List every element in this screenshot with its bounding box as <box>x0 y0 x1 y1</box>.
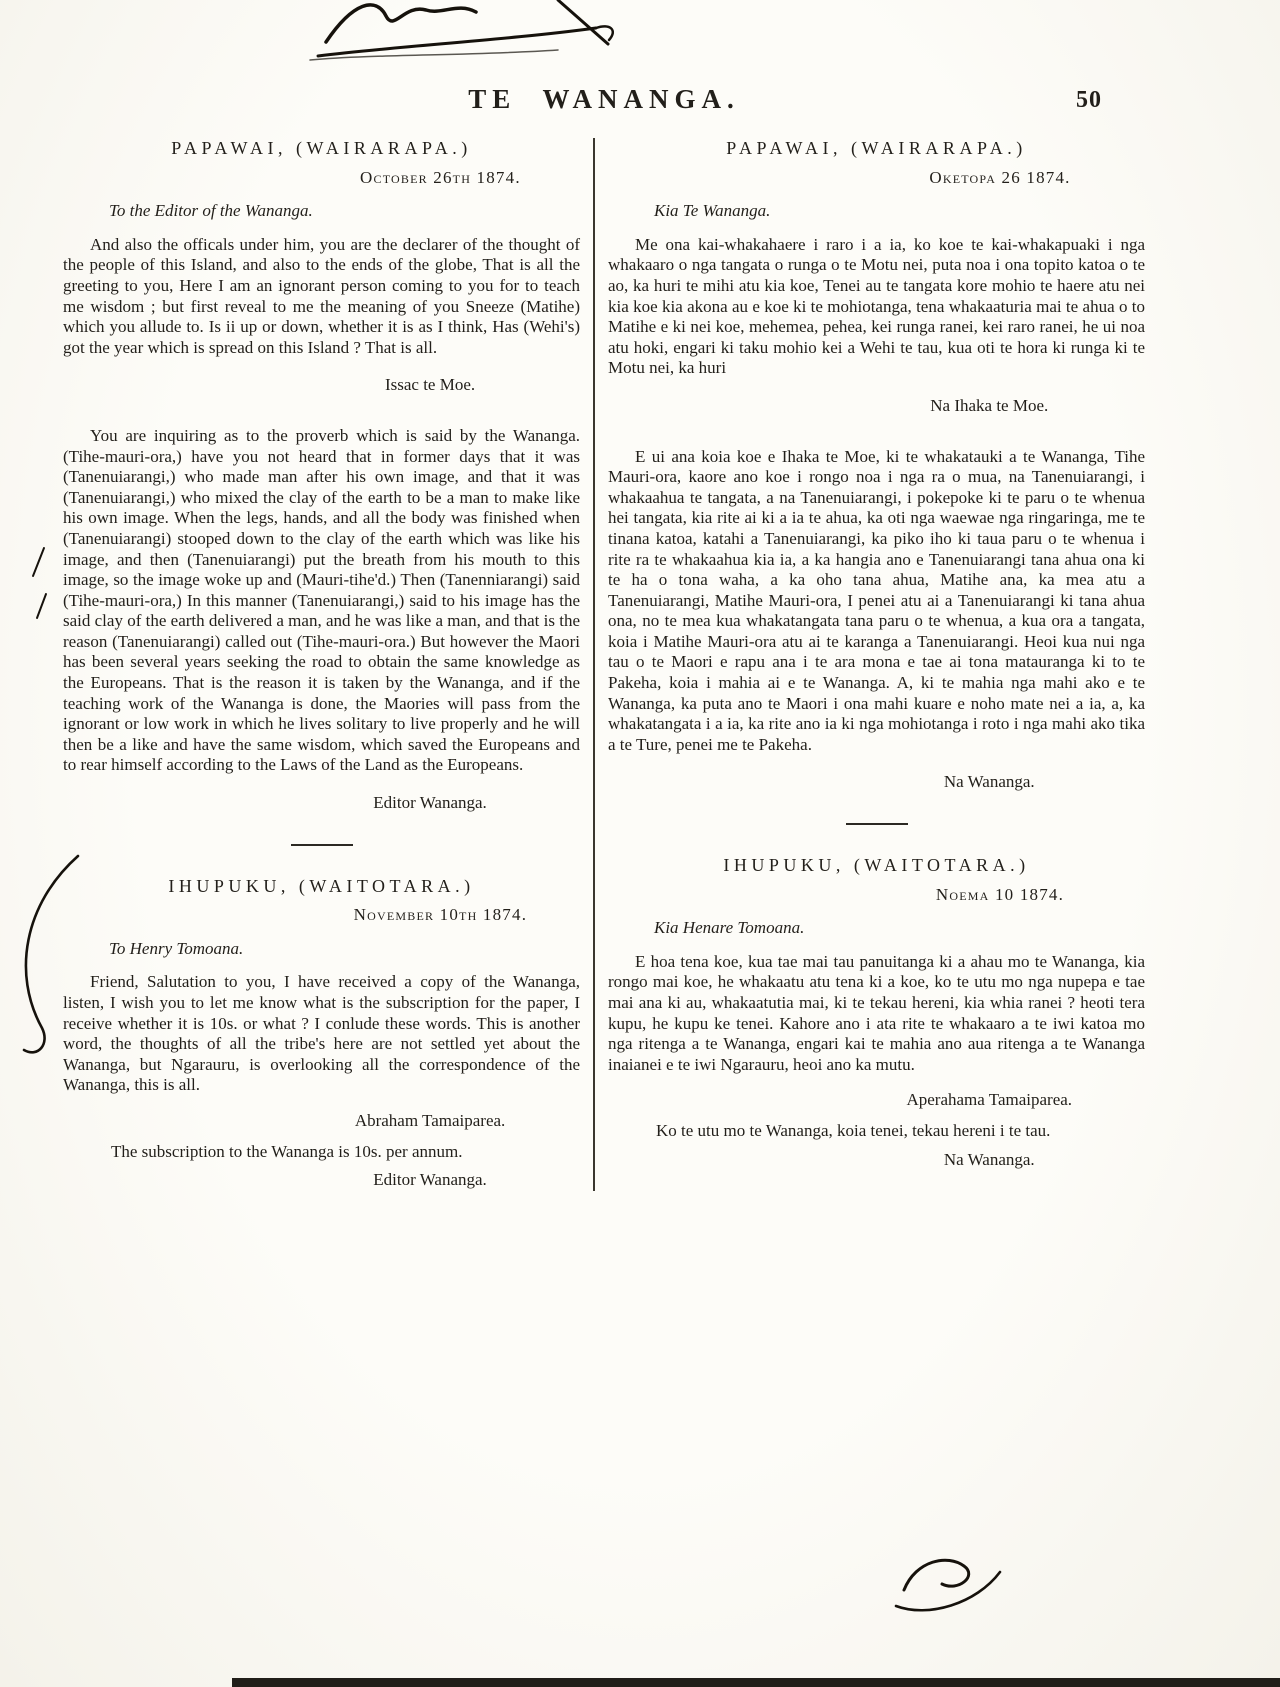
letter-signature: Editor Wananga. <box>373 793 487 813</box>
letter-signature: Na Wananga. <box>943 772 1035 792</box>
letter-salutation: Kia Henare Tomoana. <box>654 918 805 938</box>
letter-heading: IHUPUKU, (WAITOTARA.) <box>723 855 1030 876</box>
handwritten-ink-bottom <box>888 1546 1008 1622</box>
margin-ink-ticks <box>28 542 58 632</box>
letter-paragraph: You are inquiring as to the proverb which is said by the Wananga. (Tihe-mauri-ora,) have you not heard that in former days that it was (Tanenuiarangi,) who made man after his own image, and that it was (Tanenuiarangi,) who mixed the clay of the earth to be a man to make like his own image. When the legs, hands, and all the body was finished when (Tanenuiarangi) stooped down to the clay of the earth which was like his image, and then (Tanenuiarangi) put the breath from his mouth to this image, so the image woke up and (Mauri-tihe'd.) Then (Tanenniarangi) said (Tihe-mauri-ora,) In this manner (Tanenuiarangi,) said to his image has the said clay of the earth delivered a man, and he was like a man, and that is the reason (Tanenuiarangi) called out (Tihe-mauri-ora.) But however the Maori has been several years seeking the road to obtain the same knowledge as the Europeans. That is the reason it is taken by the Wananga, and if the teaching work of the Wananga is done, the Maories will pass from the ignorant or low work in which he lives solitary to live properly and he will then be a like and have the same wisdom, which saved the Europeans and to rear himself according to the Laws of the Land as the Europeans. <box>63 425 580 775</box>
letter-signature: Na Ihaka te Moe. <box>930 395 1049 415</box>
letter-heading: PAPAWAI, (WAIRARAPA.) <box>726 138 1027 158</box>
section-divider-rule <box>846 823 908 825</box>
handwritten-ink-top <box>308 0 668 66</box>
letter-paragraph: E ui ana koia koe e Ihaka te Moe, ki te whakatauki a te Wananga, Tihe Mauri-ora, kaore ano koe i rongo noa i nga ra o mua, na Tanenuiarangi, i whakaahua te tangata, a na Tanenuiarangi, i pokepoke ki te paru o te whenua hei tangata, kia rite ai ki a ia te ahua, ka oti nga waewae nga ringaringa, me te tinana katoa, katahi a Tanenuiarangi, ka piko iho ki taua paru o te whenua i rite ra te whakaahua kia ia, a ka hangia ano e Tanenuiarangi tana ahua ona ki te ha o tona waha, a ka oho tana ahua, Matihe ana, ka mea atu a Tanenuiarangi, Matihe Mauri-ora, I penei atu ai a Tanenuiarangi ki tana ahua ona, no te mea kua whakatangata tana paru o te whenua, a kua ora a tangata, koia i Matihe Mauri-ora atu ai te karanga a Tanenuiarangi. Heoi kua nui nga tau o te Maori e rapu ana i te ara mona e tae ai tona matauranga ki to te Pakeha, koia i mahia ai e te Wananga. A, ki te mahia nga mahi ako e te Wananga, ka puta ano te Maori i ona mahi kuare e noho mate nei a ia, a, ka whakatangata i a ia, ka rite ano ia ki nga mohiotanga i roto i nga mahi ako tika a te Ture, penei me te Pakeha. <box>608 446 1145 754</box>
letter-salutation: To the Editor of the Wananga. <box>109 201 313 221</box>
letter-signature: Issac te Moe. <box>384 375 476 395</box>
letter-date: November 10th 1874. <box>353 905 528 925</box>
letter-date: October 26th 1874. <box>360 167 521 187</box>
letter-salutation: To Henry Tomoana. <box>109 938 244 958</box>
column-english <box>63 138 580 1191</box>
letter-ihupuku-english <box>63 876 580 1191</box>
letter-heading: PAPAWAI, (WAIRARAPA.) <box>171 138 472 158</box>
column-maori <box>608 138 1145 1191</box>
letter-salutation: Kia Te Wananga. <box>654 201 771 221</box>
letter-paragraph: E hoa tena koe, kua tae mai tau panuitanga ki a ahau mo te Wananga, kia rongo mai koe, he whakaatu atu tena ki a koe, ko te utu mo nga nupepa e tae mai ana ki au, whakaatutia mai, ki te tekau hereni, kia whia ranei ? heoti tera kupu, he kupu ke tenei. Kahore ano i ata rite te whakaaro a te iwi katoa mo nga ritenga a te Wananga, engari kai te mahia ano aua ritenga a te Wananga inaianei e te iwi Ngarauru, heoi ano ka mutu. <box>608 951 1145 1074</box>
letter-signature: Abraham Tamaiparea. <box>354 1110 506 1130</box>
letter-paragraph: And also the officals under him, you are the declarer of the thought of the people of this Island, and also to the ends of the globe, That is all the greeting to you, Here I am an ignorant person coming to you for to teach me wisdom ; but first reveal to me the meaning of you Sneeze (Matihe) which you allude to. Is ii up or down, whether it is as I think, Has (Wehi's) got the year which is spread on this Island ? That is all. <box>63 234 580 357</box>
letter-paragraph: Friend, Salutation to you, I have received a copy of the Wananga, listen, I wish you to let me know what is the subscription for the paper, I receive whether it is 10s. or what ? I conlude these words. This is another word, the thoughts of all the tribe's here are not settled yet about the Wananga, but Ngarauru, is overlooking all the correspondence of the Wananga, this is all. <box>63 972 580 1095</box>
scan-edge-artifact <box>232 1678 1280 1687</box>
section-divider-rule <box>291 844 353 846</box>
letter-ihupuku-maori <box>608 855 1145 1170</box>
page-number: 50 <box>1076 87 1102 113</box>
letter-signature: Na Wananga. <box>943 1149 1035 1169</box>
two-column-layout <box>63 138 1145 1191</box>
letter-date: Oketopa 26 1874. <box>929 167 1071 187</box>
letter-postscript: Ko te utu mo te Wananga, koia tenei, tekau hereni i te tau. <box>656 1120 1051 1140</box>
letter-postscript: The subscription to the Wananga is 10s. per annum. <box>111 1141 463 1161</box>
letter-heading: IHUPUKU, (WAITOTARA.) <box>168 875 475 896</box>
column-divider-rule <box>593 138 595 1191</box>
letter-papawai-english <box>63 138 580 814</box>
letter-signature: Aperahama Tamaiparea. <box>906 1090 1073 1110</box>
letter-signature: Editor Wananga. <box>373 1170 487 1190</box>
letter-paragraph: Me ona kai-whakahaere i raro i a ia, ko koe te kai-whakapuaki i nga whakaaro o nga tangata o runga o te Motu nei, puta noa i ona topito katoa o te ao, ka huri te mihi atu kia koe, Tenei au te tangata kore mohio te haere atu nei kia koe kia akona au e koe ki te mohiotanga, tena whakaaturia mai te ahua o to Matihe e ki nei koe, mehemea, pehea, kei runga ranei, kei raro ranei, he ui noa atu hoki, engari ki taku mohio kei a Wehi te tau, kua oti te hora ki runga ki te Motu nei, ka huri <box>608 234 1145 378</box>
page-title: TE WANANGA. <box>468 84 740 114</box>
letter-papawai-maori <box>608 138 1145 793</box>
letter-date: Noema 10 1874. <box>935 884 1065 904</box>
